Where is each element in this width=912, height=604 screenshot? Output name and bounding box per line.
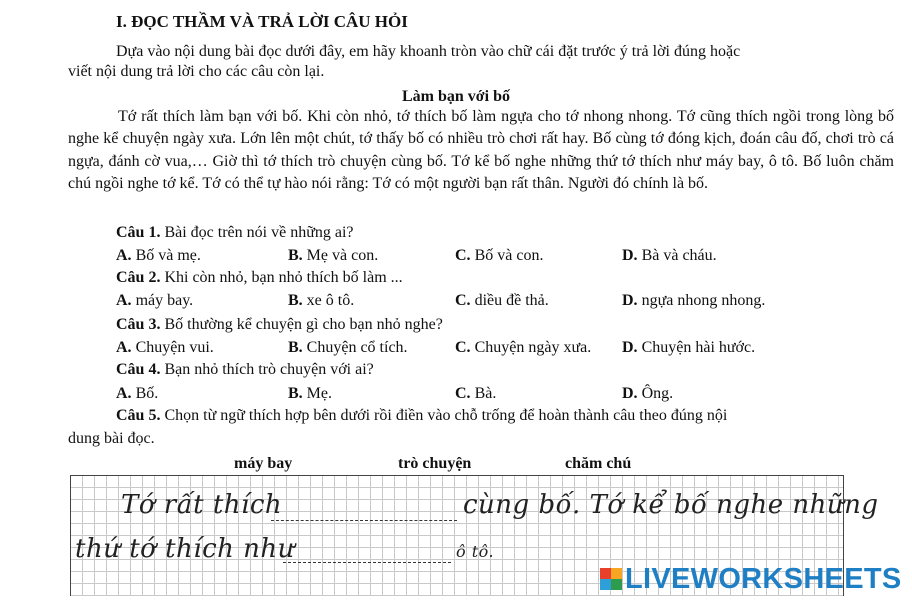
question-5-label: Câu 5. [116, 407, 161, 424]
question-2 [116, 268, 403, 288]
instructions-line-1: Dựa vào nội dung bài đọc dưới đây, em hãy khoanh tròn vào chữ cái đặt trước ý trả lời đúng hoặc [116, 43, 741, 60]
word-bank-item[interactable]: trò chuyện [398, 455, 472, 472]
question-2-text: Khi còn nhỏ, bạn nhỏ thích bố làm ... [160, 269, 403, 286]
q1-option-a[interactable]: A. Bố và mẹ. [116, 247, 201, 264]
q3-option-a[interactable]: A. Chuyện vui. [116, 339, 214, 356]
question-4-label: Câu 4. [116, 361, 161, 378]
q2-option-d[interactable]: D. ngựa nhong nhong. [622, 292, 766, 309]
story-paragraph: Tớ rất thích làm bạn với bố. Khi còn nhỏ, tớ thích bố làm ngựa cho tớ nhong nhong. Tớ cũng thích ngồi trong lòng bố nghe kể chuyện ngày xưa. Lớn lên một chút, tớ thấy bố có nhiều trò chơi rất hay. Bố cùng tớ đóng kịch, đoán câu đố, chơi trò cá ngựa, đánh cờ vua,… Giờ thì tớ thích trò chuyện cùng bố. Tớ kể bố nghe những thứ tớ thích như máy bay, ô tô. Bố luôn chăm chú ngồi nghe tớ kể. Tớ có thể tự hào nói rằng: Tớ có một người bạn rất thân. Người đó chính là bố. [68, 108, 894, 192]
logo-mark-icon [600, 568, 622, 590]
handwriting-line-2-start: thứ tớ thích như [75, 534, 295, 564]
question-1-text: Bài đọc trên nói về những ai? [160, 224, 354, 241]
q3-option-c[interactable]: C. Chuyện ngày xưa. [455, 339, 592, 356]
question-2-label: Câu 2. [116, 269, 161, 286]
q2-option-b[interactable]: B. xe ô tô. [288, 292, 355, 309]
logo-square [611, 568, 622, 579]
story-title: Làm bạn với bố [402, 88, 510, 105]
q3-option-d[interactable]: D. Chuyện hài hước. [622, 339, 756, 356]
logo-text: LIVEWORKSHEETS [625, 563, 902, 595]
section-heading: I. ĐỌC THẦM VÀ TRẢ LỜI CÂU HỎI [116, 12, 408, 31]
instructions-line-2: viết nội dung trả lời cho các câu còn lại. [68, 63, 325, 80]
question-4-text: Bạn nhỏ thích trò chuyện với ai? [160, 361, 374, 378]
q2-option-a[interactable]: A. máy bay. [116, 292, 194, 309]
q1-option-d[interactable]: D. Bà và cháu. [622, 247, 717, 264]
logo-square [611, 579, 622, 590]
answer-blank-2[interactable] [283, 562, 451, 563]
handwriting-line-2-end: ô tô. [456, 542, 495, 561]
question-5-text: Chọn từ ngữ thích hợp bên dưới rồi điền vào chỗ trống để hoàn thành câu theo đúng nội [160, 407, 728, 424]
question-3 [116, 315, 443, 335]
question-5 [116, 406, 727, 426]
liveworksheets-logo [600, 564, 902, 594]
question-5-text-cont: dung bài đọc. [68, 430, 155, 447]
logo-square [600, 568, 611, 579]
q4-option-b[interactable]: B. Mẹ. [288, 385, 332, 402]
question-3-text: Bố thường kể chuyện gì cho bạn nhỏ nghe? [160, 316, 443, 333]
question-3-label: Câu 3. [116, 316, 161, 333]
question-1-label: Câu 1. [116, 224, 161, 241]
q4-option-c[interactable]: C. Bà. [455, 385, 497, 402]
handwriting-line-1-start: Tớ rất thích [121, 490, 283, 520]
q4-option-d[interactable]: D. Ông. [622, 385, 674, 402]
answer-blank-1[interactable] [271, 520, 457, 521]
handwriting-line-1-end: cùng bố. Tớ kể bố nghe những [463, 490, 879, 520]
question-4 [116, 360, 374, 380]
q1-option-c[interactable]: C. Bố và con. [455, 247, 544, 264]
q4-option-a[interactable]: A. Bố. [116, 385, 159, 402]
word-bank-item[interactable]: máy bay [234, 455, 293, 472]
q1-option-b[interactable]: B. Mẹ và con. [288, 247, 379, 264]
logo-square [600, 579, 611, 590]
question-1 [116, 223, 354, 243]
q3-option-b[interactable]: B. Chuyện cổ tích. [288, 339, 408, 356]
word-bank-item[interactable]: chăm chú [565, 455, 632, 472]
q2-option-c[interactable]: C. diều đề thả. [455, 292, 549, 309]
